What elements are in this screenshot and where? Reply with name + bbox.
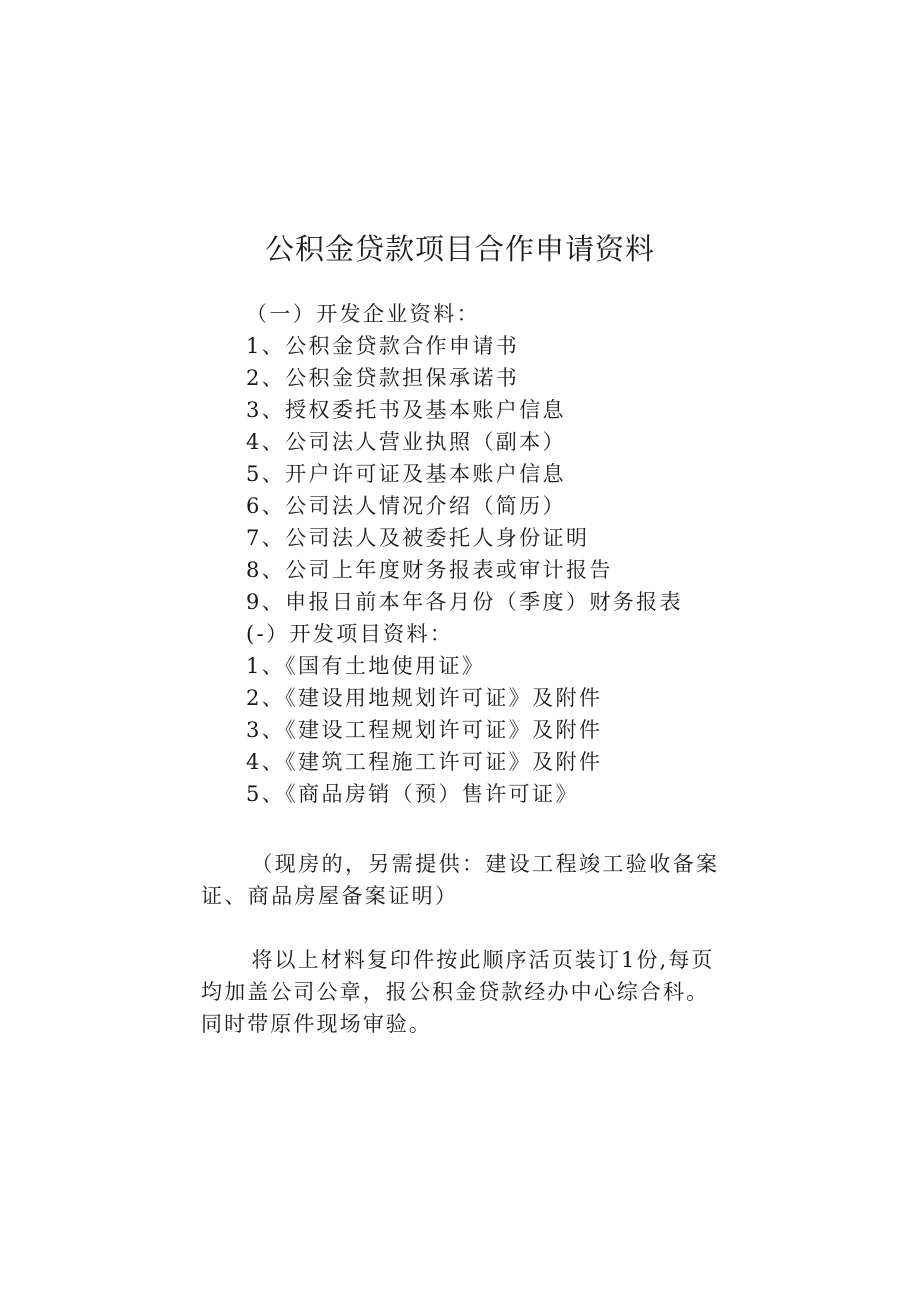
list-item: 8、公司上年度财务报表或审计报告: [246, 558, 613, 582]
existing-house-note: （现房的，另需提供：建设工程竣工验收备案证、商品房屋备案证明）: [201, 852, 720, 908]
list-item: 3、授权委托书及基本账户信息: [246, 398, 566, 422]
list-item: 7、公司法人及被委托人身份证明: [246, 526, 590, 550]
list-item: 4、《建筑工程施工许可证》及附件: [246, 750, 603, 774]
list-item: 5、《商品房销（预）售许可证》: [246, 782, 579, 806]
list-item: 2、《建设用地规划许可证》及附件: [246, 686, 603, 710]
section-heading-enterprise: （一）开发企业资料：: [246, 302, 480, 326]
list-item: 1、《国有土地使用证》: [246, 654, 486, 678]
material-list: [246, 298, 683, 810]
document-title: 公积金贷款项目合作申请资料: [264, 232, 655, 266]
binding-instructions: 将以上材料复印件按此顺序活页装订1份,每页均加盖公司公章，报公积金贷款经办中心综合科。同时带原件现场审验。: [201, 948, 715, 1036]
section-heading-project: (-）开发项目资料：: [246, 622, 454, 646]
list-item: 5、开户许可证及基本账户信息: [246, 462, 566, 486]
list-item: 1、公积金贷款合作申请书: [246, 334, 520, 358]
list-item: 6、公司法人情况介绍（简历）: [246, 494, 566, 518]
list-item: 2、公积金贷款担保承诺书: [246, 366, 520, 390]
list-item: 3、《建设工程规划许可证》及附件: [246, 718, 603, 742]
list-item: 4、公司法人营业执照（副本）: [246, 430, 566, 454]
list-item: 9、申报日前本年各月份（季度）财务报表: [246, 590, 683, 614]
